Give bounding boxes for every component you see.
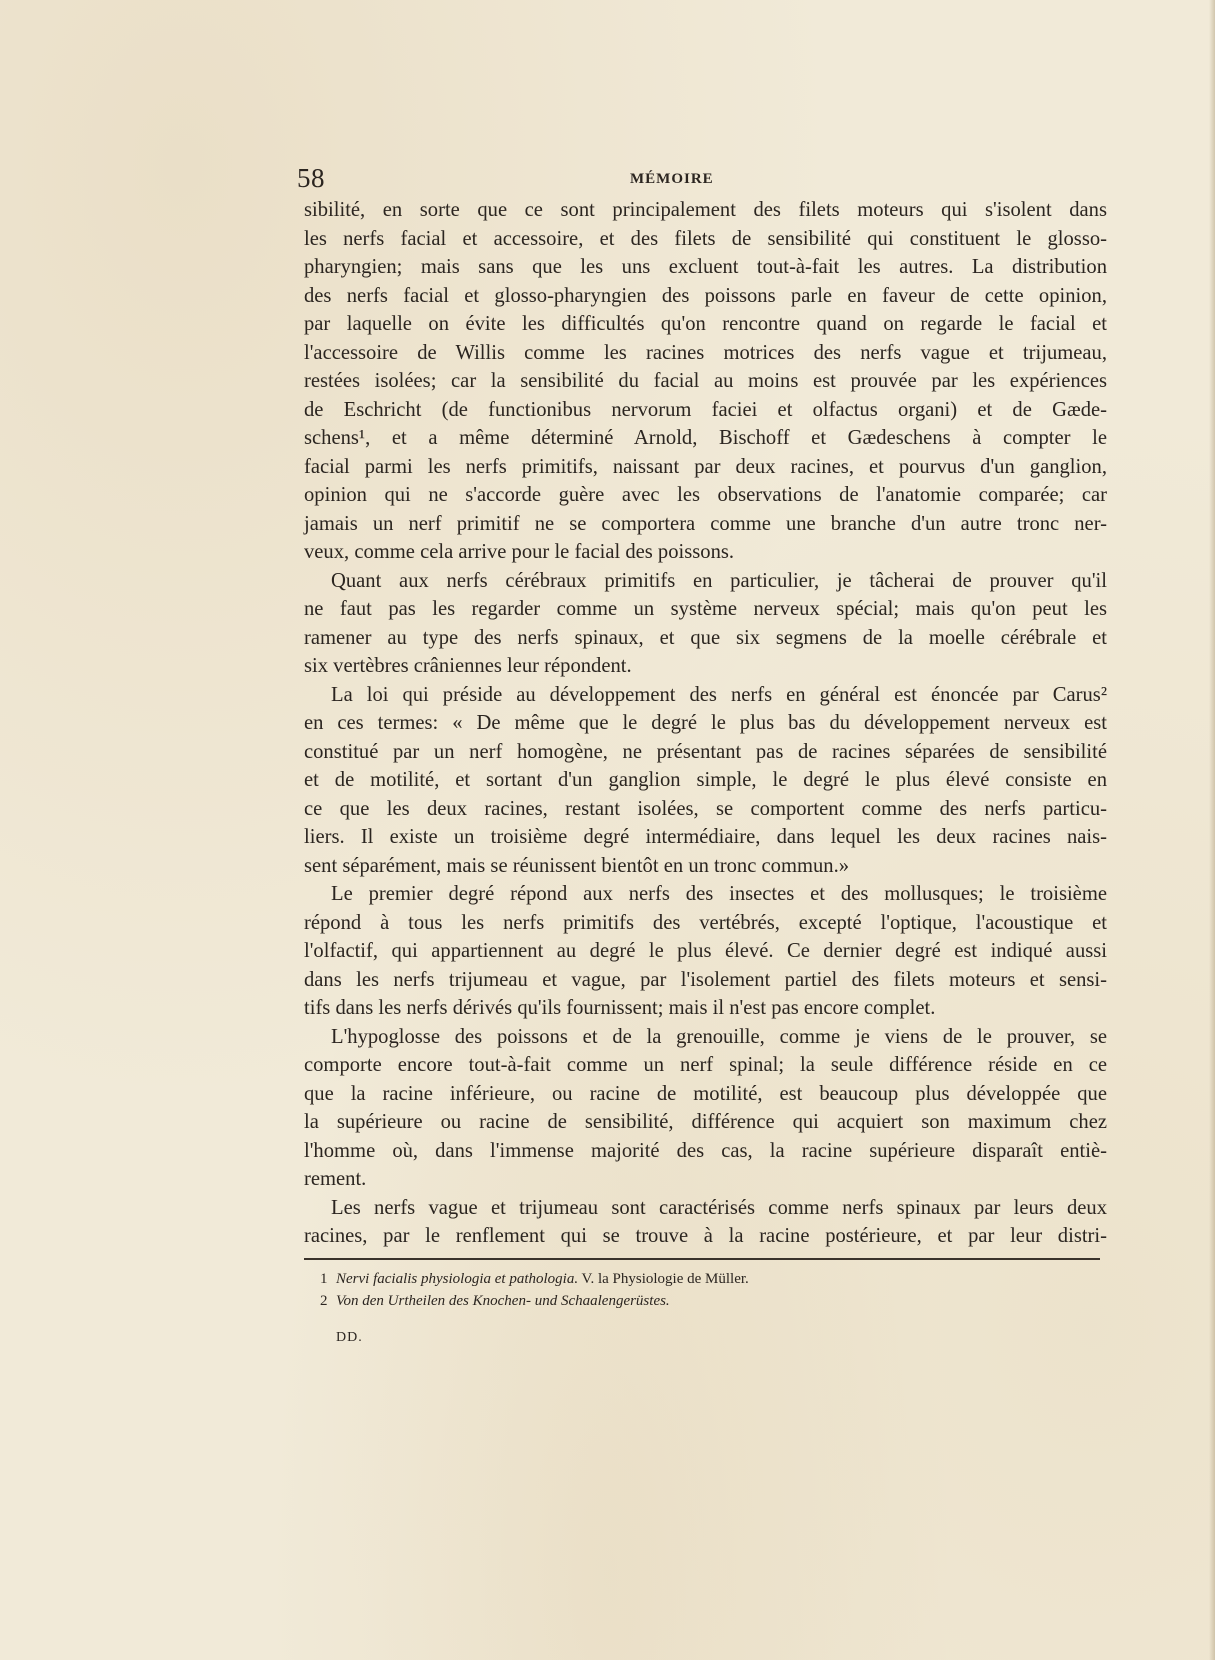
text-line: opinion qui ne s'accorde guère avec les observations de l'anatomie comparée; car <box>304 484 1107 506</box>
text-line: schens¹, et a même déterminé Arnold, Bischoff et Gædeschens à compter le <box>304 427 1107 449</box>
footnote-title: Von den Urtheilen des Knochen- und Schaalengerüstes. <box>336 1293 670 1309</box>
text-line: ne faut pas les regarder comme un système nerveux spécial; mais qu'on peut les <box>304 598 1107 620</box>
text-line: dans les nerfs trijumeau et vague, par l'isolement partiel des filets moteurs et sensi- <box>304 968 1107 991</box>
text-line: par laquelle on évite les difficultés qu'on rencontre quand on regarde le facial et <box>304 313 1107 335</box>
text-line: en ces termes: « De même que le degré le plus bas du développement nerveux est <box>304 712 1107 734</box>
text-line: l'accessoire de Willis comme les racines motrices des nerfs vague et trijumeau, <box>304 341 1107 364</box>
footnote-rule <box>304 1258 1100 1260</box>
text-line: ramener au type des nerfs spinaux, et que six segmens de la moelle cérébrale et <box>304 626 1107 649</box>
text-line: rement. <box>304 1168 367 1190</box>
text-line: répond à tous les nerfs primitifs des vertébrés, excepté l'optique, l'acoustique et <box>304 911 1107 934</box>
text-line: et de motilité, et sortant d'un ganglion simple, le degré le plus élevé consiste en <box>304 769 1107 791</box>
text-line: sent séparément, mais se réunissent bientôt en un tronc commun.» <box>304 854 850 877</box>
signature-mark: DD. <box>336 1330 363 1345</box>
text-line: racines, par le renflement qui se trouve à la racine postérieure, et par leur distri- <box>304 1225 1107 1247</box>
text-line: sibilité, en sorte que ce sont principalement des filets moteurs qui s'isolent dans <box>304 199 1107 221</box>
text-line: l'olfactif, qui appartiennent au degré le plus élevé. Ce dernier degré est indiqué aussi <box>304 940 1107 962</box>
text-line: restées isolées; car la sensibilité du facial au moins est prouvée par les expériences <box>304 370 1107 392</box>
text-line: de Eschricht (de functionibus nervorum faciei et olfactus organi) et de Gæde- <box>304 398 1107 421</box>
text-line: comporte encore tout-à-fait comme un nerf spinal; la seule différence réside en ce <box>304 1054 1107 1076</box>
footnotes <box>320 1268 1100 1312</box>
text-line: l'homme où, dans l'immense majorité des cas, la racine supérieure disparaît entiè- <box>304 1139 1107 1162</box>
text-line: les nerfs facial et accessoire, et des filets de sensibilité qui constituent le glosso- <box>304 227 1107 250</box>
footnote-text: V. la Physiologie de Müller. <box>578 1271 749 1287</box>
footnote <box>320 1268 1100 1290</box>
page-edge-shadow <box>1209 0 1215 1660</box>
page-number: 58 <box>297 163 325 193</box>
text-line: veux, comme cela arrive pour le facial des poissons. <box>304 541 735 563</box>
text-line: Quant aux nerfs cérébraux primitifs en particulier, je tâcherai de prouver qu'il <box>331 569 1107 592</box>
text-line: constitué par un nerf homogène, ne présentant pas de racines séparées de sensibilité <box>304 740 1107 763</box>
footnote-mark: 2 <box>320 1293 328 1309</box>
text-line: la supérieure ou racine de sensibilité, différence qui acquiert son maximum chez <box>304 1111 1107 1133</box>
text-line: Le premier degré répond aux nerfs des insectes et des mollusques; le troisième <box>331 883 1107 905</box>
text-line: liers. Il existe un troisième degré intermédiaire, dans lequel les deux racines nais- <box>304 826 1107 848</box>
text-line: pharyngien; mais sans que les uns excluent tout-à-fait les autres. La distribution <box>304 256 1107 278</box>
text-line: que la racine inférieure, ou racine de motilité, est beaucoup plus développée que <box>304 1082 1107 1105</box>
running-head <box>297 163 1107 193</box>
body-text <box>304 196 1107 1251</box>
text-line: L'hypoglosse des poissons et de la grenouille, comme je viens de le prouver, se <box>331 1025 1107 1048</box>
section-title: MÉMOIRE <box>630 171 714 187</box>
footnote-title: Nervi facialis physiologia et pathologia. <box>336 1271 579 1287</box>
text-line: des nerfs facial et glosso-pharyngien des poissons parle en faveur de cette opinion, <box>304 284 1107 307</box>
text-line: Les nerfs vague et trijumeau sont caractérisés comme nerfs spinaux par leurs deux <box>331 1196 1107 1219</box>
footnote-mark: 1 <box>320 1271 328 1287</box>
text-line: La loi qui préside au développement des nerfs en général est énoncée par Carus² <box>331 683 1107 706</box>
text-line: six vertèbres crâniennes leur répondent. <box>304 655 632 677</box>
text-line: tifs dans les nerfs dérivés qu'ils fournissent; mais il n'est pas encore complet. <box>304 997 936 1019</box>
text-line: ce que les deux racines, restant isolées, se comportent comme des nerfs particu- <box>304 797 1107 820</box>
footnote <box>320 1290 1100 1312</box>
text-line: facial parmi les nerfs primitifs, naissant par deux racines, et pourvus d'un ganglion, <box>304 455 1107 478</box>
text-line: jamais un nerf primitif ne se comportera comme une branche d'un autre tronc ner- <box>304 512 1107 535</box>
